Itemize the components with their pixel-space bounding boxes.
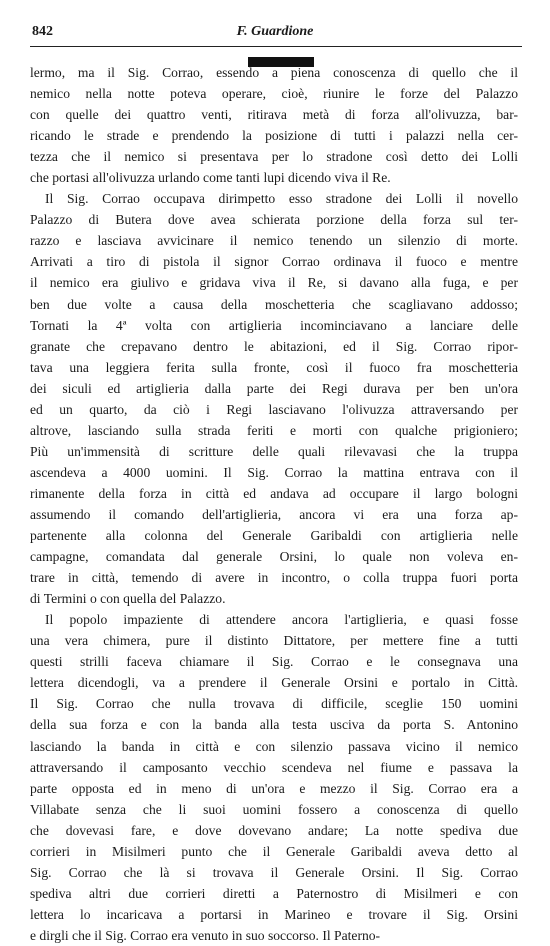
text-line: che portasi all'olivuzza urlando come tanti lupi dicendo viva il Re. (30, 170, 391, 186)
text-line: lettera dicendogli, va a prendere il Generale Orsini e portalo in Città. (30, 675, 518, 691)
text-line: della sua forza e con la banda alla testa usciva da porta S. Antonino (30, 717, 518, 733)
text-line: assumendo il comando dell'artiglieria, ancora vi era una forza ap- (30, 506, 518, 522)
text-line: granate che crepavano dentro le abitazioni, ed il Sig. Corrao ripor- (30, 338, 518, 354)
text-line: con quelle dei quattro venti, ritirava metà di forza all'olivuzza, bar- (30, 107, 518, 123)
text-line: razzo e lasciava avvicinare il nemico tenendo un silenzio di morte. (30, 233, 518, 249)
text-line: partenente alla colonna del Generale Garibaldi con artiglieria nelle (30, 528, 518, 544)
text-line: rimanente della forza in città ed andava ad occupare il largo bologni (30, 485, 518, 501)
text-line: corrieri in Misilmeri punto che il Generale Garibaldi aveva detto al (30, 843, 518, 859)
text-line: ricando le strade e prendendo la posizione di tutti i palazzi nella cer- (30, 128, 518, 144)
text-line: ascendeva a 4000 uomini. Il Sig. Corrao la mattina entrava con il (30, 464, 518, 480)
text-line: ben due volte a causa della moschetteria che scagliavano addosso; (30, 296, 518, 312)
text-line: attraversando il camposanto vecchio scendeva nel fiume e passava la (30, 759, 518, 775)
text-line: Sig. Corrao che là si trovava il Generale Orsini. Il Sig. Corrao (30, 864, 518, 880)
text-line: Il Sig. Corrao occupava dirimpetto esso stradone dei Lolli il novello (45, 191, 518, 207)
text-line: Palazzo di Butera dove avea schierata porzione della forza sul ter- (30, 212, 518, 228)
text-line: nemico nella notte poteva operare, cioè, riunire le forze del Palazzo (30, 86, 518, 102)
paragraph (30, 188, 518, 609)
text-line: parte opposta ed in meno di un'ora e mezzo il Sig. Corrao era a (30, 780, 518, 796)
page-number: 842 (32, 24, 53, 39)
text-line: che dovevasi fare, e dove dovevano andare; La notte spediva due (30, 822, 518, 838)
text-line: lermo, ma il Sig. Corrao, essendo a piena conoscenza di quello che il (30, 65, 518, 80)
paragraph (30, 609, 518, 946)
text-line: Più un'immensità di scritture delle quali rilevavasi che la truppa (30, 443, 518, 459)
text-line: Villabate senza che li suoi uomini fossero a conoscenza di quello (30, 801, 518, 817)
text-line: ed un quarto, da ciò i Regi lasciavano l'olivuzza attraversando per (30, 401, 518, 417)
text-line: lettera lo incaricava a portarsi in Marineo e trovare il Sig. Orsini (30, 906, 518, 922)
text-line: campagne, comandata dal generale Orsini, lo quale non voleva en- (30, 549, 518, 565)
page-header (28, 24, 522, 42)
text-line: spediva altri due corrieri diretti a Paternostro di Misilmeri e con (30, 885, 518, 901)
body-text (30, 62, 518, 946)
header-rule (30, 46, 522, 47)
text-line: di Termini o con quella del Palazzo. (30, 591, 226, 607)
text-line: Il Sig. Corrao che nulla trovava di difficile, sceglie 150 uomini (30, 696, 518, 712)
text-line: il nemico era giulivo e gridava viva il Re, si davano alla fuga, e per (30, 275, 518, 291)
text-line: Tornati la 4ª volta con artiglieria incominciavano a lanciare delle (30, 317, 518, 333)
paragraph (30, 62, 518, 188)
text-line: tezza che il nemico si presentava per lo stradone così detto dei Lolli (30, 149, 518, 165)
text-line: e dirgli che il Sig. Corrao era venuto in suo soccorso. Il Paterno- (30, 927, 381, 943)
text-line: altrove, lasciando sulla strada feriti e morti con qualche prigioniero; (30, 422, 518, 438)
running-title: F. Guardione (236, 24, 314, 39)
text-line: questi strilli faceva chiamare il Sig. Corrao e le consegnava una (30, 654, 518, 670)
text-line: Arrivati a tiro di pistola il signor Corrao ordinava il fuoco e mentre (30, 254, 518, 270)
text-line: dei siculi ed artiglieria dalla parte dei Regi durava per ben un'ora (30, 380, 518, 396)
text-line: trare in città, temendo di avere in incontro, o colla truppa fuori porta (30, 570, 518, 586)
text-line: Il popolo impaziente di attendere ancora l'artiglieria, e quasi fosse (45, 612, 518, 628)
text-line: lasciando la banda in città e con silenzio passava vicino il nemico (30, 738, 518, 754)
text-line: tava una leggiera ferita sulla fronte, così il fuoco fra moschetteria (30, 359, 518, 375)
text-line: una vera chimera, pure il distinto Dittatore, per mettere fine a tutti (30, 633, 518, 649)
